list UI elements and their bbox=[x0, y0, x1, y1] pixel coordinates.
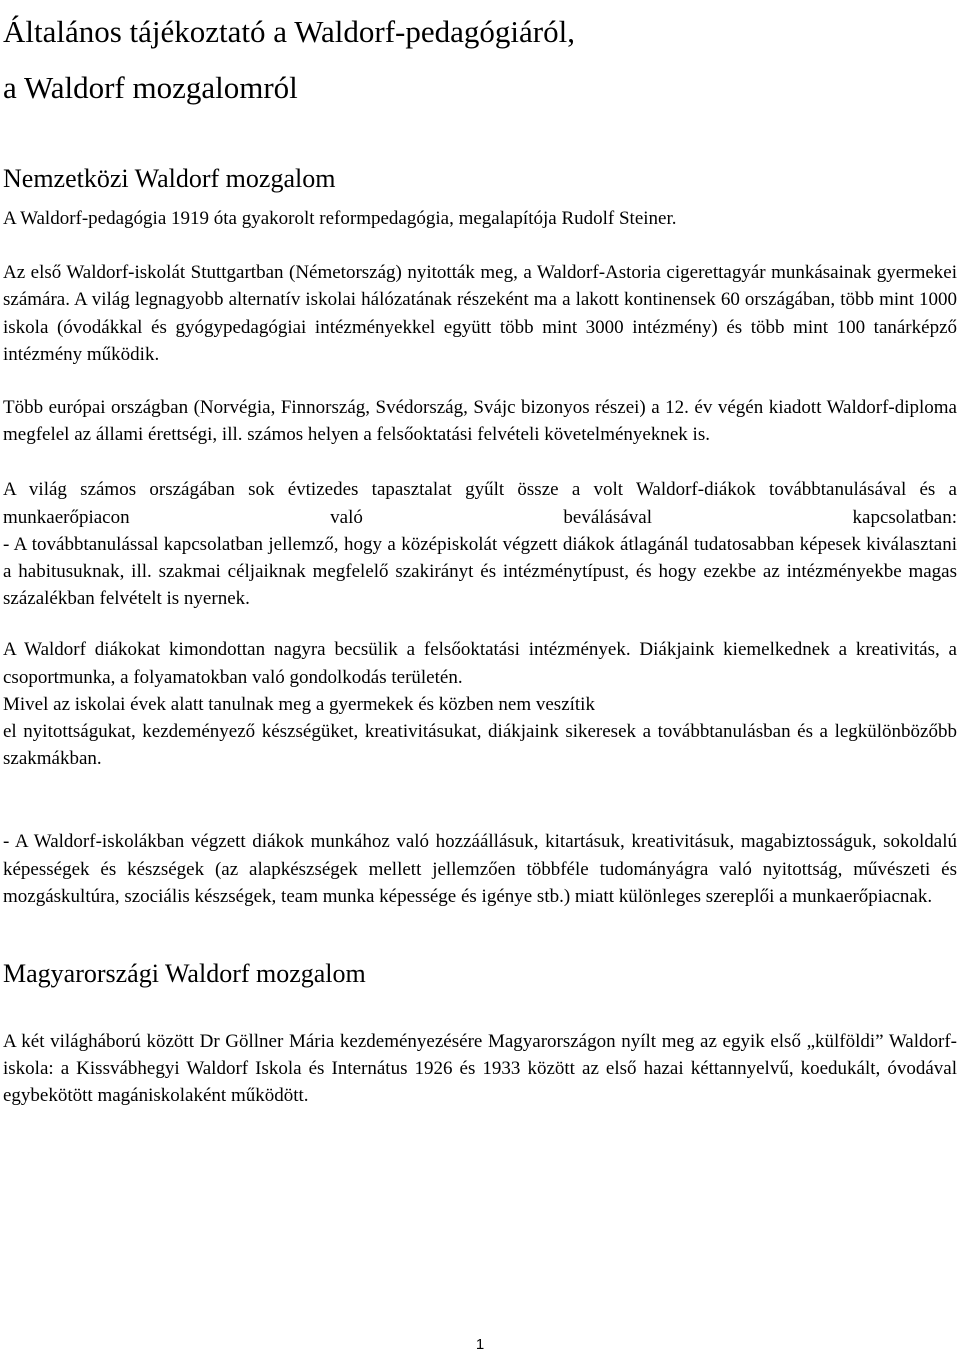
page-number: 1 bbox=[475, 1336, 485, 1353]
document-page bbox=[3, 0, 957, 1110]
paragraph-further-study: - A továbbtanulással kapcsolatban jellemző, hogy a középiskolát végzett diákok átlagánál tudatosabban képesek kiválasztani a habitusuknak, ill. szakmai céljaiknak megfelelő szakirányt és intézménytípust, és hogy ezekbe az intézményekbe magas százalékban felvételt is nyernek. bbox=[3, 533, 957, 610]
section-heading-international: Nemzetközi Waldorf mozgalom bbox=[3, 164, 336, 193]
document-title bbox=[3, 0, 957, 116]
paragraph-founding: A Waldorf-pedagógia 1919 óta gyakorolt reformpedagógia, megalapítója Rudolf Steiner. bbox=[3, 208, 677, 229]
paragraph-openness: el nyitottságukat, kezdeményező készségüket, kreativitásukat, diákjaink sikeresek a továbbtanulásban és a legkülönbözőbb szakmákban. bbox=[3, 721, 957, 770]
title-line-1: Általános tájékoztató a Waldorf-pedagógiáról, bbox=[3, 14, 575, 49]
paragraph-experience: A világ számos országában sok évtizedes tapasztalat gyűlt össze a volt Waldorf-diákok továbbtanulásával és a munkaerőpiacon való beválásával kapcsolatban: bbox=[3, 479, 957, 528]
section-heading-hungary: Magyarországi Waldorf mozgalom bbox=[3, 959, 366, 989]
paragraph-school-years: Mivel az iskolai évek alatt tanulnak meg a gyermekek és közben nem veszítik bbox=[3, 693, 595, 715]
paragraph-first-school: Az első Waldorf-iskolát Stuttgartban (Németország) nyitották meg, a Waldorf-Astoria cigerettagyár munkásainak gyermekei számára. A világ legnagyobb alternatív iskolai hálózatának részeként ma a lakott kontinensek 60 országában, több mint 1000 iskola (óvodákkal és gyógypedagógiai intézményekkel együtt több mint 3000 intézmény) és több mint 100 tanárképző intézmény működik. bbox=[3, 262, 957, 365]
paragraph-diploma: Több európai országban (Norvégia, Finnország, Svédország, Svájc bizonyos részei) a 12. év végén kiadott Waldorf-diploma megfelel az állami érettségi, ill. számos helyen a felsőoktatási felvételi követelményeknek is. bbox=[3, 397, 957, 446]
paragraph-labour-market: - A Waldorf-iskolákban végzett diákok munkához való hozzáállásuk, kitartásuk, kreativitásuk, magabiztosságuk, sokoldalú képességek és készségek (az alapkészségek mellett jellemzően többféle tudományágra való nyitottság, művészeti és mozgáskultúra, szociális készségek, team munka képessége és igénye stb.) miatt különleges szereplői a munkaerőpiacnak. bbox=[3, 831, 957, 907]
paragraph-hungary-history: A két világháború között Dr Göllner Mária kezdeményezésére Magyarországon nyílt meg az egyik első „külföldi” Waldorf-iskola: a Kissvábhegyi Waldorf Iskola és Internátus 1926 és 1933 között az első hazai kéttannyelvű, koedukált, óvodával egybekötött magániskolaként működött. bbox=[3, 1031, 957, 1107]
title-line-2: a Waldorf mozgalomról bbox=[3, 70, 298, 105]
paragraph-higher-education: A Waldorf diákokat kimondottan nagyra becsülik a felsőoktatási intézmények. Diákjaink kiemelkednek a kreativitás, a csoportmunka, a folyamatokban való gondolkodás területén. bbox=[3, 639, 957, 688]
